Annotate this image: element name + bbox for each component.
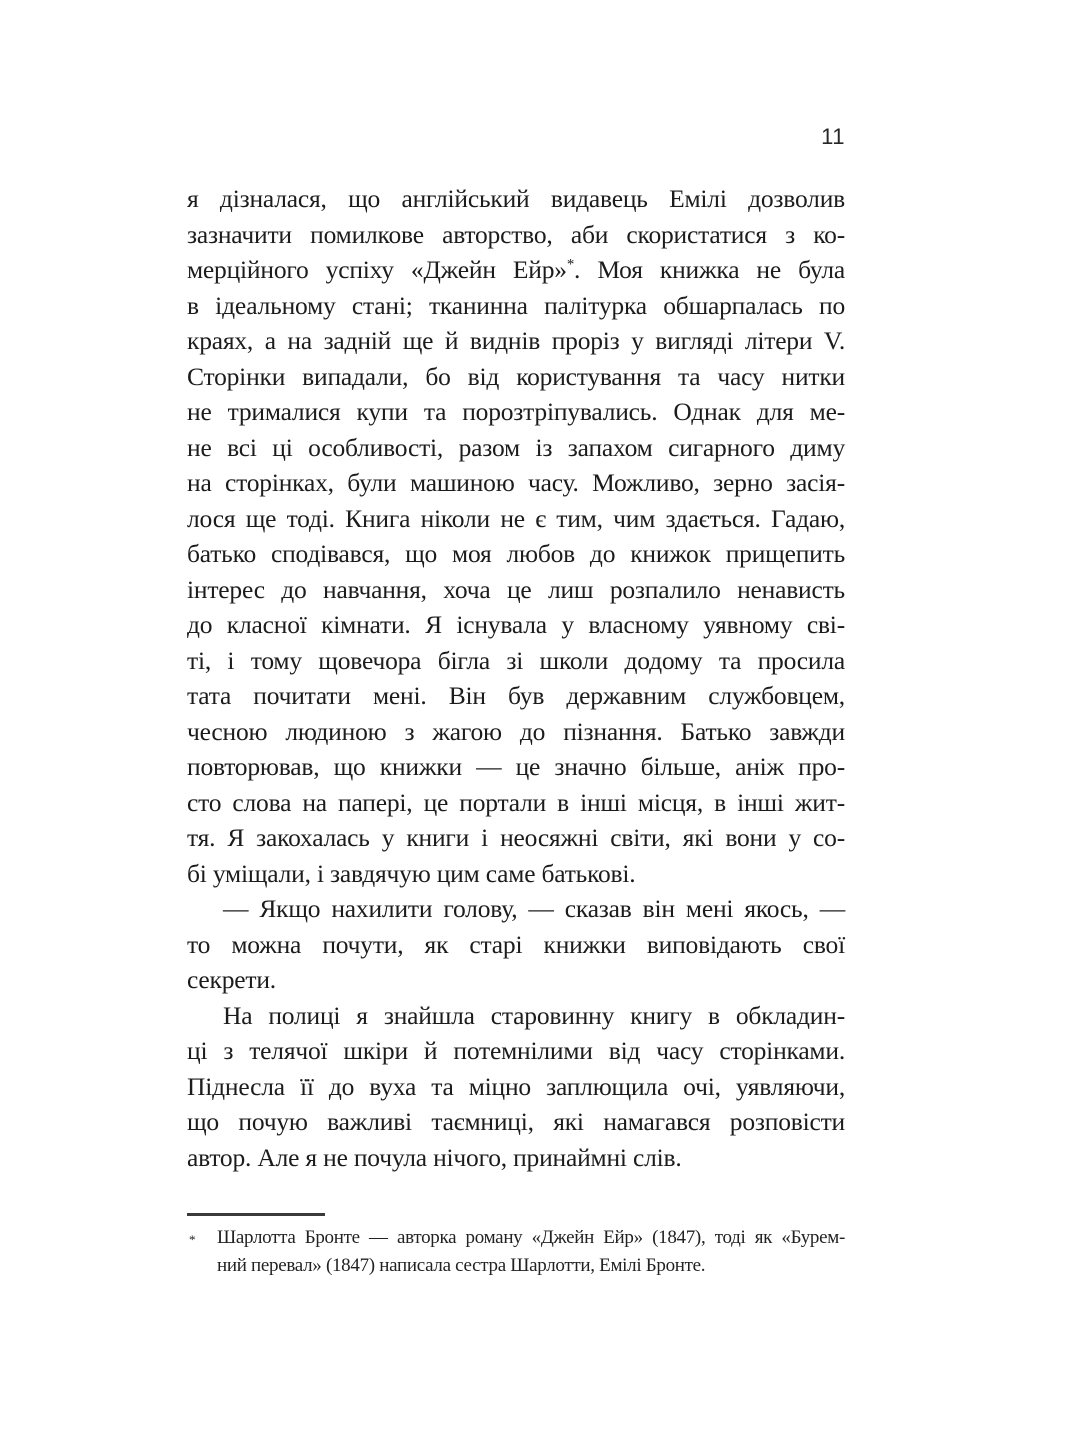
footnote-line: Шарлотта Бронте — авторка роману «Джейн Ейр» (1847), тоді як «Бурем-: [217, 1227, 845, 1248]
text-line: не всі ці особливості, разом із запахом сигарного диму: [187, 432, 845, 462]
text-line: чесною людиною з жагою до пізнання. Батько завжди: [187, 716, 845, 746]
text-line: повторював, що книжки — це значно більше, аніж про-: [187, 752, 845, 781]
text-line: сто слова на папері, це портали в інші місця, в інші жит-: [187, 787, 845, 817]
footnote-divider: [187, 1213, 325, 1216]
text-line: [187, 252, 845, 288]
footnote: [187, 1224, 845, 1279]
text-line-paragraph-start: На полиці я знайшла старовинну книгу в обкладин-: [223, 1000, 845, 1030]
text-line: Сторінки випадали, бо від користування та часу нитки: [187, 361, 845, 391]
text-line: краях, а на задній ще й виднів проріз у вигляді літери V.: [187, 326, 845, 355]
text-line: ті, і тому щовечора бігла зі школи додому та просила: [187, 645, 845, 675]
text-line-dialogue-start: — Якщо нахилити голову, — сказав він мені якось, —: [223, 894, 845, 923]
text-line: інтерес до навчання, хоча це лиш розпалило ненависть: [187, 574, 845, 604]
page-number: 11: [821, 124, 845, 149]
body-text: [187, 181, 845, 1175]
text-line: я дізналася, що англійський видавець Емілі дозволив: [187, 184, 845, 213]
text-line-paragraph-end: бі уміщали, і завдячую цим саме батькові.: [187, 858, 636, 888]
text-line: то можна почути, як старі книжки виповідають свої: [187, 929, 845, 959]
footnote-marker-asterisk: *: [189, 1232, 196, 1247]
text-line: до класної кімнати. Я існувала у власному уявному сві-: [187, 610, 845, 639]
footnote-ref-asterisk: *: [566, 256, 575, 273]
text-line: батько сподівався, що моя любов до книжок прищепить: [187, 539, 845, 568]
text-line: Піднесла її до вуха та міцно заплющила очі, уявляючи,: [187, 1071, 845, 1101]
text-line: на сторінках, були машиною часу. Можливо, зерно засія-: [187, 468, 845, 497]
text-line: ці з телячої шкіри й потемнілими від часу сторінками.: [187, 1036, 845, 1065]
text-segment: . Моя книжка не була: [574, 255, 846, 284]
text-line-paragraph-end: секрети.: [187, 965, 276, 994]
text-line: тя. Я закохалась у книги і неосяжні світи, які вони у со-: [187, 823, 845, 852]
text-segment: мерційного успіху «Джейн Ейр»: [187, 255, 567, 284]
text-line: тата почитати мені. Він був державним службовцем,: [187, 681, 845, 710]
text-line: зазначити помилкове авторство, аби скористатися з ко-: [187, 219, 845, 249]
text-line: в ідеальному стані; тканинна палітурка обшарпалась по: [187, 290, 845, 320]
text-line-paragraph-end: автор. Але я не почула нічого, принаймні слів.: [187, 1142, 682, 1172]
text-line: що почую важливі таємниці, які намагався розповісти: [187, 1107, 845, 1136]
text-line: лося ще тоді. Книга ніколи не є тим, чим здається. Гадаю,: [187, 503, 845, 533]
footnote-line: ний перевал» (1847) написала сестра Шарлотти, Емілі Бронте.: [217, 1254, 706, 1276]
text-line: не трималися купи та порозтріпувались. Однак для ме-: [187, 397, 845, 426]
